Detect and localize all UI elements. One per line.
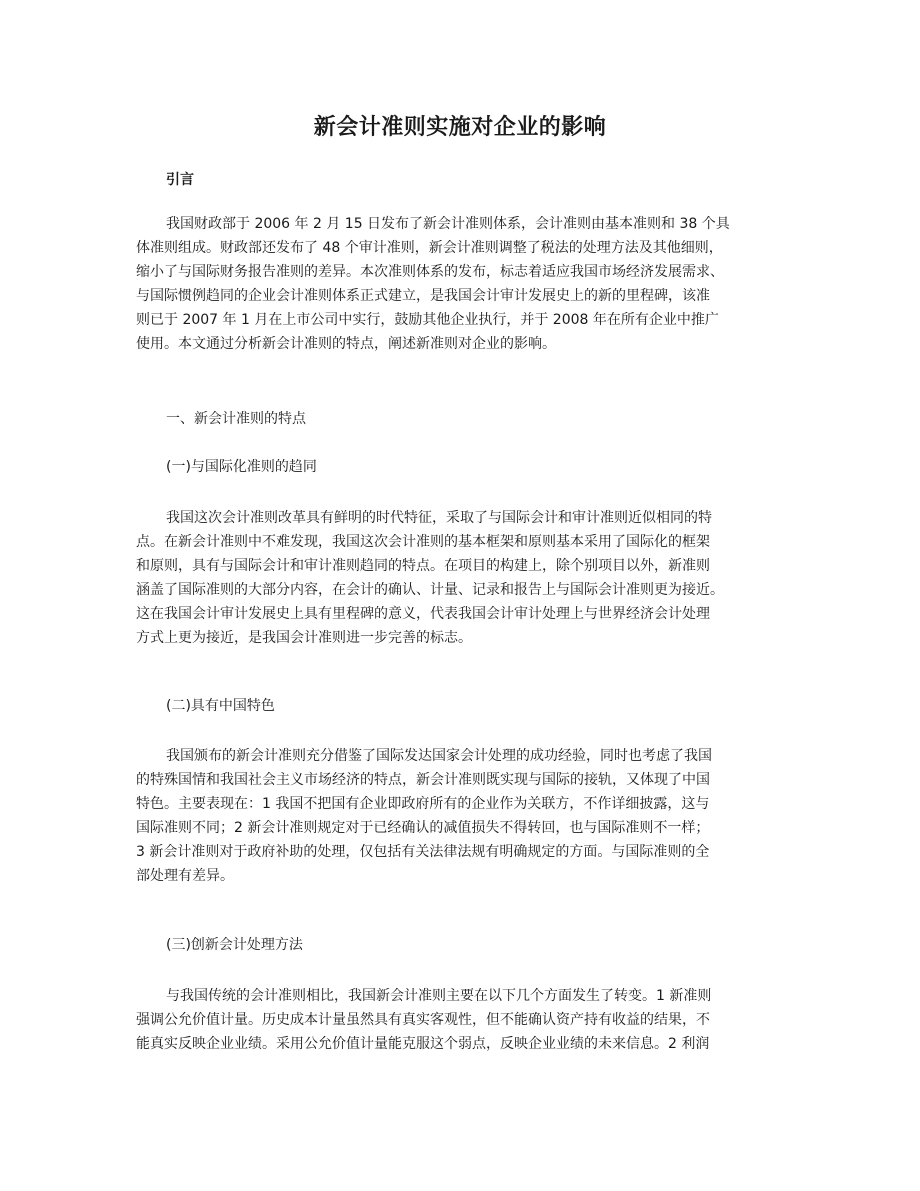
paragraph-line: 点。在新会计准则中不难发现，我国这次会计准则的基本框架和原则基本采用了国际化的框架: [136, 534, 710, 550]
paragraph-line: 国际准则不同；2 新会计准则规定对于已经确认的减值损失不得转回，也与国际准则不一样；: [136, 820, 710, 836]
subsection-3-heading: (三)创新会计处理方法: [166, 937, 303, 953]
document-title: 新会计准则实施对企业的影响: [313, 115, 607, 140]
intro-paragraph: [136, 212, 796, 356]
subsection-2-paragraph: [136, 744, 796, 888]
paragraph-line: 体准则组成。财政部还发布了 48 个审计准则，新会计准则调整了税法的处理方法及其他细则，: [136, 240, 723, 256]
paragraph-line: 方式上更为接近，是我国会计准则进一步完善的标志。: [136, 630, 472, 646]
paragraph-line: 我国财政部于 2006 年 2 月 15 日发布了新会计准则体系，会计准则由基本准则和 38 个具: [166, 216, 730, 232]
subsection-2-heading: (二)具有中国特色: [166, 698, 275, 714]
paragraph-line: 这在我国会计审计发展史上具有里程碑的意义，代表我国会计审计处理上与世界经济会计处理: [136, 606, 710, 622]
section-1-heading: 一、新会计准则的特点: [166, 411, 306, 427]
paragraph-line: 能真实反映企业业绩。采用公允价值计量能克服这个弱点，反映企业业绩的未来信息。2 利润: [136, 1036, 710, 1052]
paragraph-line: 特色。主要表现在：1 我国不把国有企业即政府所有的企业作为关联方，不作详细披露，这与: [136, 796, 710, 812]
paragraph-line: 我国颁布的新会计准则充分借鉴了国际发达国家会计处理的成功经验，同时也考虑了我国: [166, 748, 712, 764]
paragraph-line: 与我国传统的会计准则相比，我国新会计准则主要在以下几个方面发生了转变。1 新准则: [166, 988, 712, 1004]
subsection-1-heading: (一)与国际化准则的趋同: [166, 459, 317, 475]
paragraph-line: 缩小了与国际财务报告准则的差异。本次准则体系的发布，标志着适应我国市场经济发展需求、: [136, 264, 724, 280]
paragraph-line: 和原则，具有与国际会计和审计准则趋同的特点。在项目的构建上，除个别项目以外，新准则: [136, 558, 710, 574]
paragraph-line: 的特殊国情和我国社会主义市场经济的特点，新会计准则既实现与国际的接轨，又体现了中国: [136, 772, 710, 788]
subsection-1-paragraph: [136, 506, 796, 650]
paragraph-line: 部处理有差异。: [136, 868, 234, 884]
paragraph-line: 使用。本文通过分析新会计准则的特点，阐述新准则对企业的影响。: [136, 336, 556, 352]
intro-heading: 引言: [166, 172, 194, 188]
paragraph-line: 强调公允价值计量。历史成本计量虽然具有真实客观性，但不能确认资产持有收益的结果，不: [136, 1012, 710, 1028]
paragraph-line: 涵盖了国际准则的大部分内容，在会计的确认、计量、记录和报告上与国际会计准则更为接近。: [136, 582, 724, 598]
paragraph-line: 我国这次会计准则改革具有鲜明的时代特征，采取了与国际会计和审计准则近似相同的特: [166, 510, 712, 526]
paragraph-line: 与国际惯例趋同的企业会计准则体系正式建立，是我国会计审计发展史上的新的里程碑，该准: [136, 288, 710, 304]
paragraph-line: 3 新会计准则对于政府补助的处理，仅包括有关法律法规有明确规定的方面。与国际准则的全: [136, 844, 710, 860]
paragraph-line: 则已于 2007 年 1 月在上市公司中实行，鼓励其他企业执行，并于 2008 年在所有企业中推广: [136, 312, 719, 328]
subsection-3-paragraph: [136, 984, 796, 1056]
